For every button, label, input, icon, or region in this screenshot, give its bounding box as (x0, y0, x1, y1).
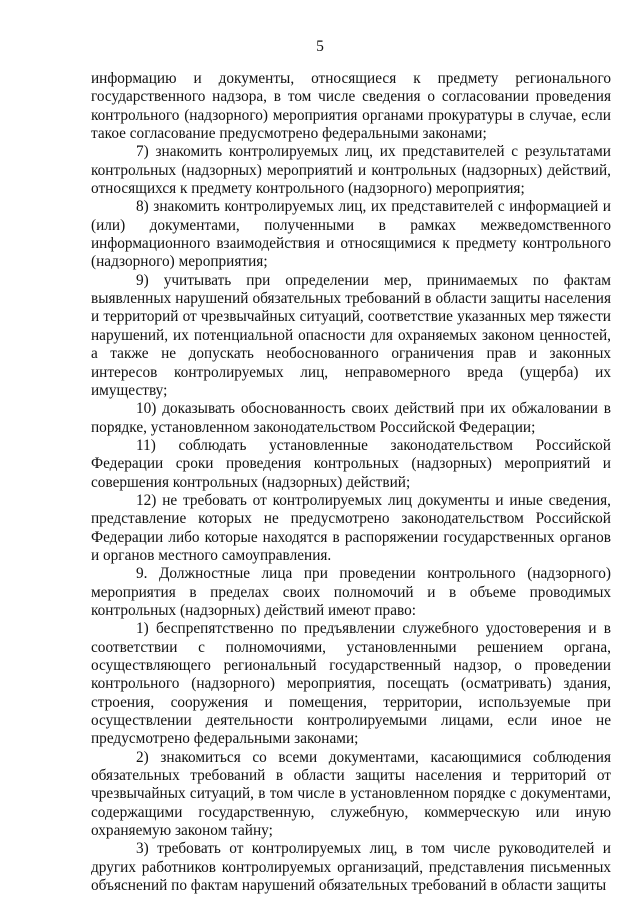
paragraph-section-9: 9. Должностные лица при проведении контрольного (надзорного) мероприятия в пределах своих полномочий и в объеме проводимых контрольных (надзорных) действий имеют право: (91, 565, 611, 619)
paragraph-item-7: 7) знакомить контролируемых лиц, их представителей с результатами контрольных (надзорных) мероприятий и контрольных (надзорных) действий, относящихся к предмету контрольного (надзорного) мероприятия; (91, 143, 611, 198)
paragraph-item-9: 9) учитывать при определении мер, принимаемых по фактам выявленных нарушений обязательных требований в области защиты населения и территорий от чрезвычайных ситуаций, соответствие указанных мер тяжести нарушений, их потенциальной опасности для охраняемых законом ценностей, а также не допускать необоснованного ограничения прав и законных интересов контролируемых лиц, неправомерного вреда (ущерба) их имуществу; (91, 271, 611, 399)
paragraph-right-2: 2) знакомиться со всеми документами, касающимися соблюдения обязательных требований в области защиты населения и территорий от чрезвычайных ситуаций, в том числе в установленном порядке с документами, содержащими государственную, служебную, коммерческую или иную охраняемую законом тайну; (91, 748, 611, 840)
paragraph-item-11: 11) соблюдать установленные законодательством Российской Федерации сроки проведения контрольных (надзорных) мероприятий и совершения контрольных (надзорных) действий; (91, 436, 611, 491)
paragraph-item-12: 12) не требовать от контролируемых лиц документы и иные сведения, представление которых не предусмотрено законодательством Российской Федерации либо которые находятся в распоряжении государственных органов и органов местного самоуправления. (91, 491, 611, 564)
document-body (91, 70, 611, 895)
paragraph-right-1: 1) беспрепятственно по предъявлении служебного удостоверения и в соответствии с полномочиями, установленными решением органа, осуществляющего региональный государственный надзор, о проведении контрольного (надзорного) мероприятия, посещать (осматривать) здания, строения, сооружения и помещения, территории, используемые при осуществлении деятельности контролируемыми лицами, если иное не предусмотрено федеральными законами; (91, 620, 611, 748)
paragraph-item-10: 10) доказывать обоснованность своих действий при их обжаловании в порядке, установленном законодательством Российской Федерации; (91, 400, 611, 436)
page-number: 5 (316, 38, 324, 55)
paragraph-item-8: 8) знакомить контролируемых лиц, их представителей с информацией и (или) документами, полученными в рамках межведомственного информационного взаимодействия и относящимися к предмету контрольного (надзорного) мероприятия; (91, 198, 611, 271)
paragraph-right-3: 3) требовать от контролируемых лиц, в том числе руководителей и других работников контролируемых организаций, представления письменных объяснений по фактам нарушений обязательных требований в области защиты (91, 840, 611, 895)
paragraph-continuation: информацию и документы, относящиеся к предмету регионального государственного надзора, в том числе сведения о согласовании проведения контрольного (надзорного) мероприятия органами прокуратуры в случае, если такое согласование предусмотрено федеральными законами; (91, 70, 611, 143)
